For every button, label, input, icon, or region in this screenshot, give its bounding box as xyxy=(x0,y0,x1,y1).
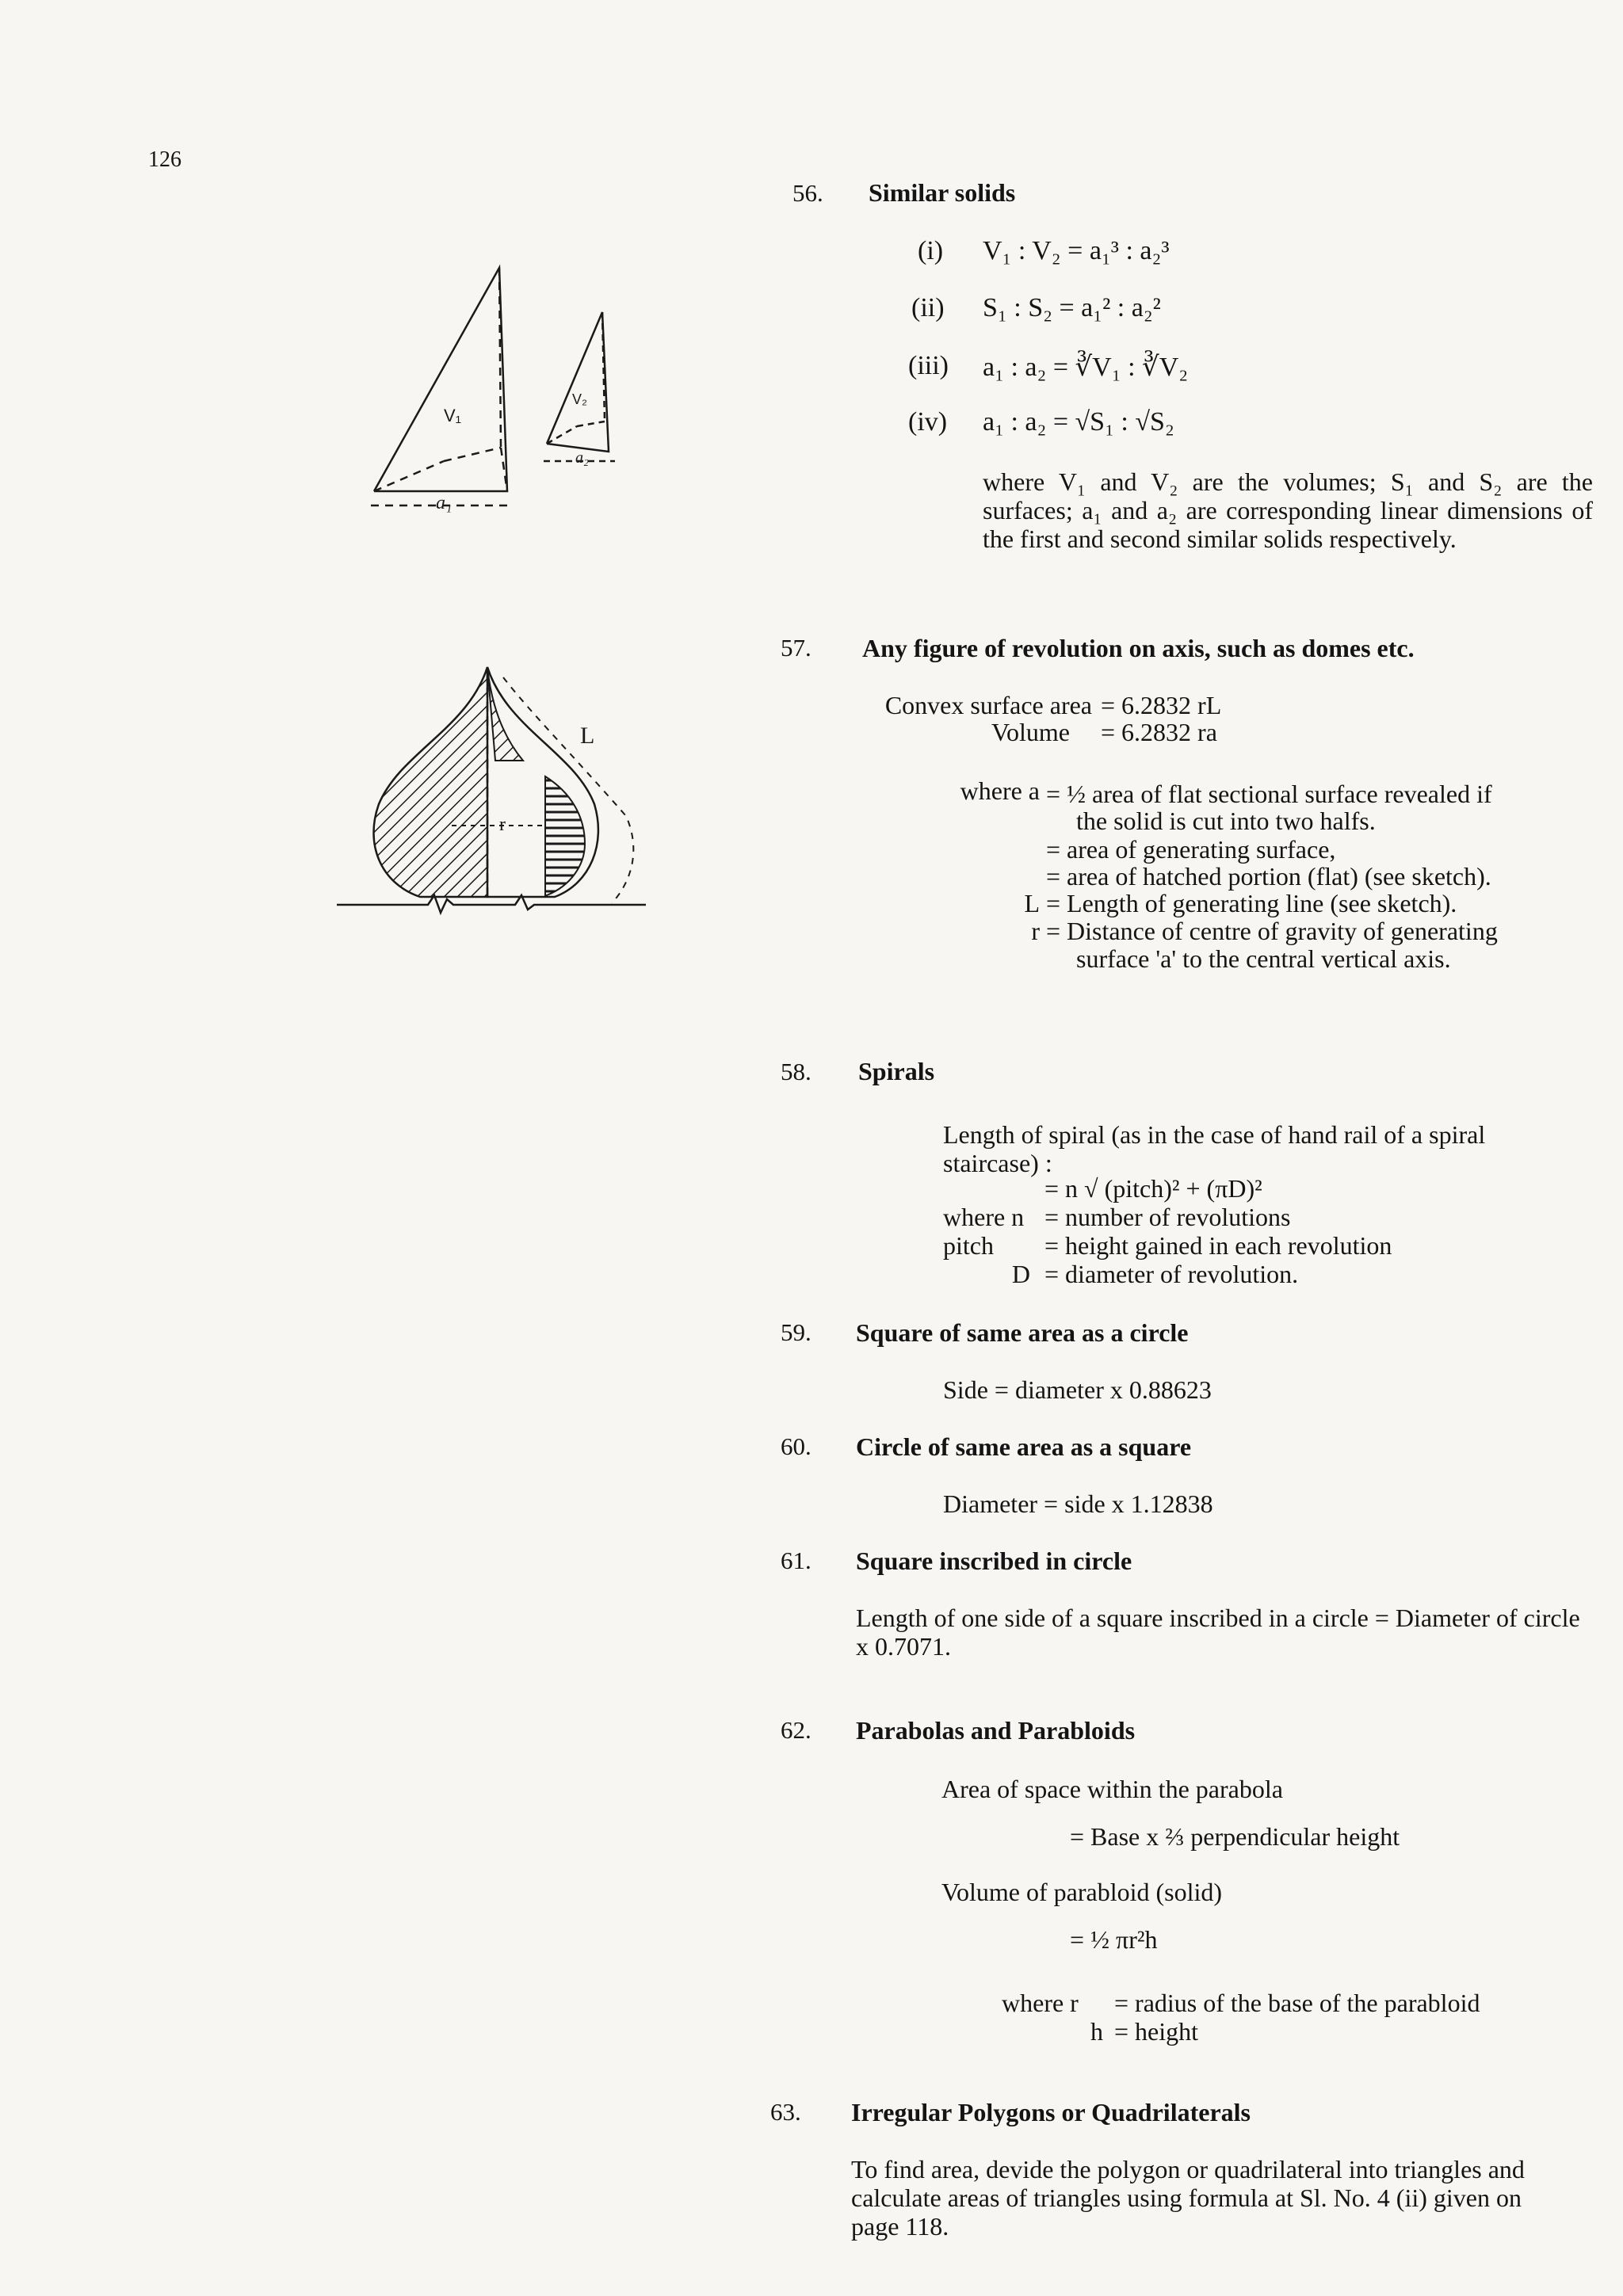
section-title-57: Any figure of revolution on axis, such as domes etc. xyxy=(862,634,1415,662)
section-number-62: 62. xyxy=(781,1716,812,1744)
section-number-60: 60. xyxy=(781,1432,812,1460)
section-title-56: Similar solids xyxy=(869,178,1016,207)
section-number-59: 59. xyxy=(781,1318,812,1346)
section-title-63: Irregular Polygons or Quadrilaterals xyxy=(851,2098,1251,2126)
where-label: r xyxy=(1031,917,1040,945)
dome-sketch xyxy=(333,658,650,919)
similar-solids-sketch xyxy=(357,254,642,515)
where-value: the solid is cut into two halfs. xyxy=(1076,807,1376,835)
where-label: where n xyxy=(943,1203,1025,1231)
where-value: = height xyxy=(1114,2017,1199,2046)
radius-label: r xyxy=(499,814,506,835)
volume-label: Volume xyxy=(991,718,1070,746)
section-title-58: Spirals xyxy=(858,1057,935,1085)
spiral-formula: = n √ (pitch)² + (πD)² xyxy=(1044,1174,1262,1203)
generating-line-label: L xyxy=(580,723,595,749)
formula: V₁ : V₂ = a₁³ : a₂³ xyxy=(983,236,1170,265)
section-title-60: Circle of same area as a square xyxy=(856,1432,1192,1461)
section-number-61: 61. xyxy=(781,1547,812,1574)
formula: Side = diameter x 0.88623 xyxy=(943,1375,1212,1404)
formula: a₁ : a₂ = √S₁ : √S₂ xyxy=(983,407,1174,437)
where-label: L xyxy=(1024,889,1040,917)
section-title-62: Parabolas and Parabloids xyxy=(856,1716,1136,1745)
where-label: pitch xyxy=(943,1231,994,1260)
parabloid-volume-formula: = ½ πr²h xyxy=(1070,1925,1158,1954)
volume-value: = 6.2832 ra xyxy=(1101,718,1217,746)
where-value: = number of revolutions xyxy=(1044,1203,1291,1231)
where-value: = area of hatched portion (flat) (see sketch). xyxy=(1046,862,1491,891)
section-63-text: To find area, devide the polygon or quadrilateral into triangles and calculate areas of triangles using formula at Sl. No. 4 (ii) given on page 118. xyxy=(851,2155,1525,2241)
item-label: (iii) xyxy=(908,351,949,380)
formula: a₁ : a₂ = ∛V₁ : ∛V₂ xyxy=(983,353,1189,382)
section-56-description: where V₁ and V₂ are the volumes; S₁ and S₂ are the surfaces; a₁ and a₂ are corresponding linear dimensions of the first and second similar solids respectively. xyxy=(983,467,1593,553)
section-61-text: Length of one side of a square inscribed in a circle = Diameter of circle x 0.7071. xyxy=(856,1604,1580,1661)
where-value: = diameter of revolution. xyxy=(1044,1260,1299,1288)
section-number-56: 56. xyxy=(792,179,823,207)
section-number-58: 58. xyxy=(781,1058,812,1085)
parabola-area-formula: = Base x ⅔ perpendicular height xyxy=(1070,1822,1400,1851)
where-label: D xyxy=(1011,1260,1030,1288)
v2-label: V₂ xyxy=(572,391,587,407)
where-value: = radius of the base of the parabloid xyxy=(1114,1989,1480,2017)
section-title-61: Square inscribed in circle xyxy=(856,1547,1132,1575)
where-value: = area of generating surface, xyxy=(1046,835,1336,864)
where-label: where r xyxy=(1002,1989,1079,2017)
page-number: 126 xyxy=(148,147,181,172)
parabola-area-text: Area of space within the parabola xyxy=(941,1775,1283,1803)
v1-label: V₁ xyxy=(444,406,462,425)
convex-area-label: Convex surface area xyxy=(884,691,1092,719)
item-label: (i) xyxy=(918,236,944,265)
where-value: surface 'a' to the central vertical axis. xyxy=(1076,944,1451,973)
a2-label: a₂ xyxy=(575,449,589,467)
spiral-intro: Length of spiral (as in the case of hand rail of a spiral staircase) : xyxy=(943,1120,1486,1177)
where-value: = ½ area of flat sectional surface revealed if xyxy=(1046,780,1492,808)
item-label: (ii) xyxy=(911,293,945,322)
section-title-59: Square of same area as a circle xyxy=(856,1318,1189,1347)
where-label: where a xyxy=(960,776,1040,805)
section-number-63: 63. xyxy=(770,2098,801,2126)
section-number-57: 57. xyxy=(781,634,812,662)
parabloid-volume-text: Volume of parabloid (solid) xyxy=(941,1878,1223,1906)
item-label: (iv) xyxy=(908,407,948,437)
where-value: = Length of generating line (see sketch). xyxy=(1046,889,1457,917)
where-label: h xyxy=(1090,2017,1103,2046)
where-value: = height gained in each revolution xyxy=(1044,1231,1392,1260)
convex-area-value: = 6.2832 rL xyxy=(1101,691,1222,719)
formula: Diameter = side x 1.12838 xyxy=(943,1489,1213,1518)
a1-label: a₁ xyxy=(436,493,453,513)
where-value: = Distance of centre of gravity of generating xyxy=(1046,917,1498,945)
formula: S₁ : S₂ = a₁² : a₂² xyxy=(983,293,1161,322)
